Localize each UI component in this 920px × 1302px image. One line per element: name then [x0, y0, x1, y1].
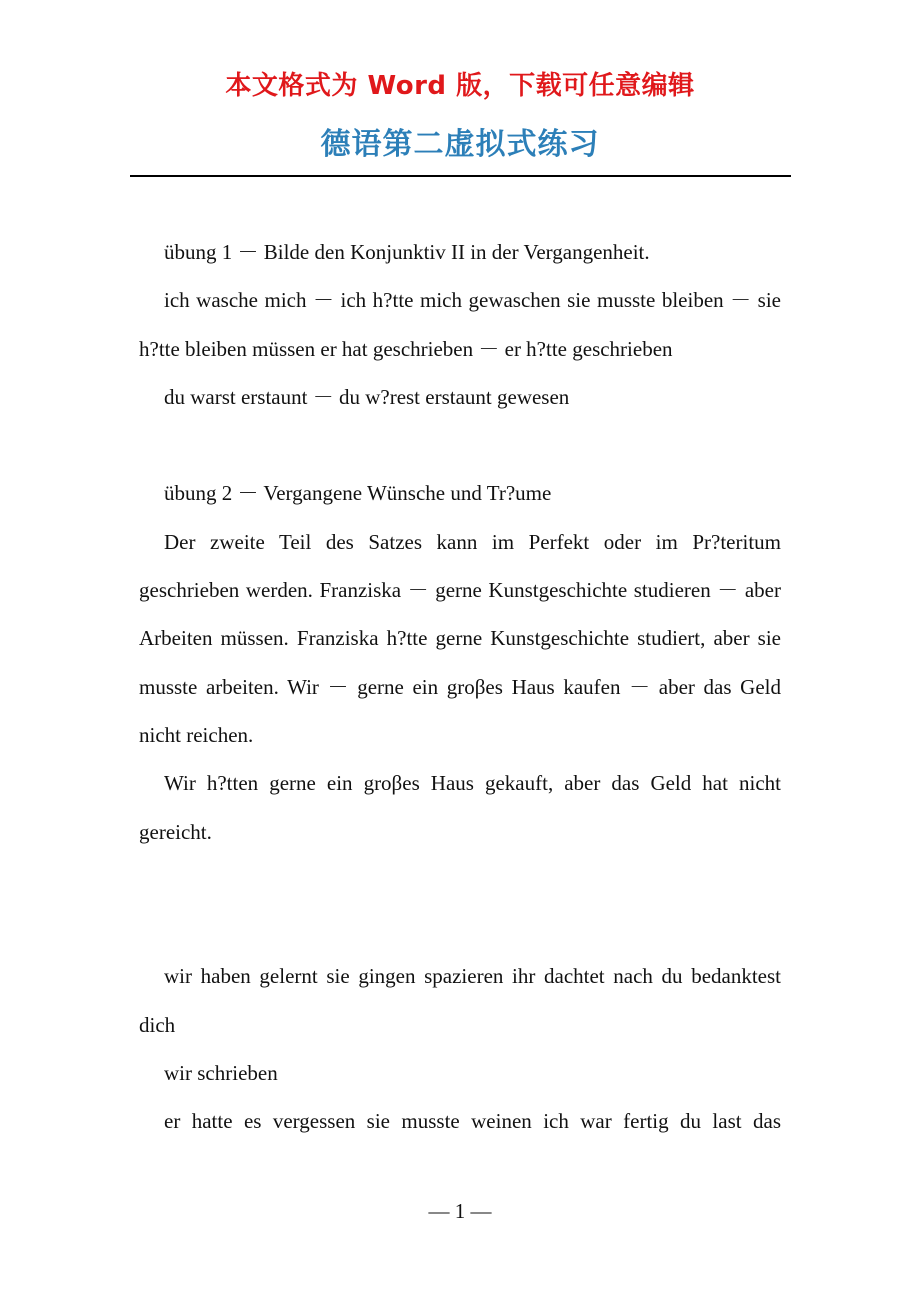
exercise-1-examples: ich wasche mich － ich h?tte mich gewaschen sie musste bleiben － sie h?tte bleiben müssen er hat geschrieben － er h?tte geschrieben	[139, 288, 781, 361]
exercise-2-example-answer: Wir h?tten gerne ein groβes Haus gekauft, aber das Geld hat nicht gereicht.	[139, 771, 781, 844]
paragraph-spacer	[139, 856, 781, 953]
exercise-1-heading: übung 1 － Bilde den Konjunktiv II in der Vergangenheit.	[164, 240, 650, 264]
exercise-2-instructions: Der zweite Teil des Satzes kann im Perfekt oder im Pr?teritum geschrieben werden. Franziska － gerne Kunstgeschichte studieren － aber Arbeiten müssen. Franziska h?tte gerne Kunstgeschichte studiert, aber sie musste arbeiten. Wir － gerne ein groβes Haus kaufen － aber das Geld nicht reichen.	[139, 529, 781, 747]
document-format-banner: 本文格式为 Word 版，下载可任意编辑	[225, 71, 695, 101]
title-divider	[130, 175, 791, 177]
verb-list-paragraph: wir haben gelernt sie gingen spazieren ihr dachtet nach du bedanktest dich	[139, 964, 781, 1037]
document-title: 德语第二虚拟式练习	[320, 127, 600, 162]
page-number: — 1 —	[428, 1199, 492, 1223]
exercise-1-example-last: du warst erstaunt － du w?rest erstaunt gewesen	[164, 384, 570, 409]
paragraph-spacer	[139, 421, 781, 469]
document-body	[139, 228, 781, 1146]
verb-list-line: wir schrieben	[164, 1061, 278, 1086]
verb-list-continued: er hatte es vergessen sie musste weinen ich war fertig du last das	[164, 1109, 781, 1134]
exercise-2-heading: übung 2 － Vergangene Wünsche und Tr?ume	[164, 481, 552, 506]
